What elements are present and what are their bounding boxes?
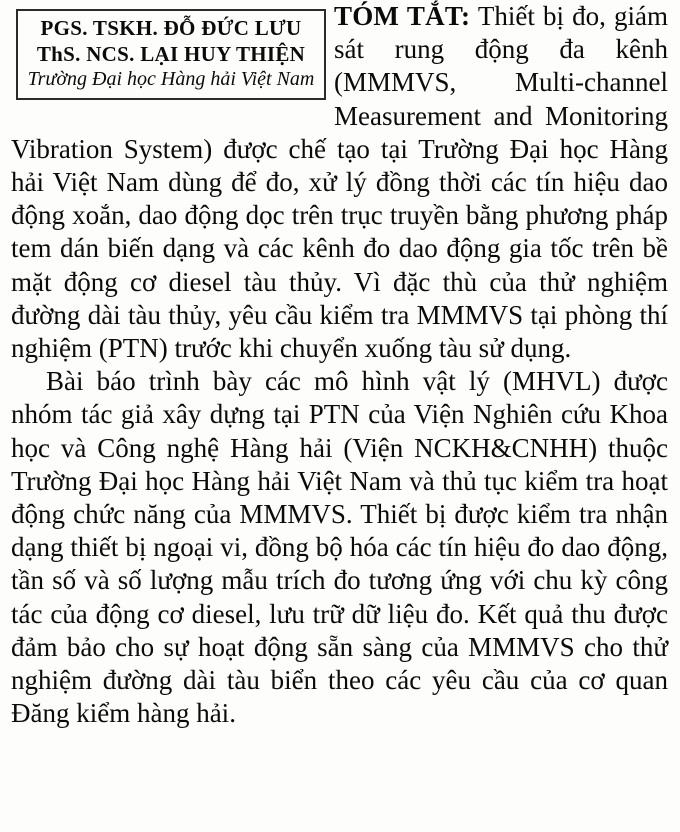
author-affiliation-box (16, 9, 326, 100)
author-name-secondary: ThS. NCS. LẠI HUY THIỆN (36, 41, 306, 66)
abstract-paragraph-2: Bài báo trình bày các mô hình vật lý (MHVL) được nhóm tác giả xây dựng tại PTN của Viện Nghiên cứu Khoa học và Công nghệ Hàng hải (Viện NCKH&CNHH) thuộc Trường Đại học Hàng hải Việt Nam và thủ tục kiểm tra hoạt động chức năng của MMMVS. Thiết bị được kiểm tra nhận dạng thiết bị ngoại vi, đồng bộ hóa các tín hiệu đo dao động, tần số và số lượng mẫu trích đo tương ứng với chu kỳ công tác của động cơ diesel, lưu trữ dữ liệu đo. Kết quả thu được đảm bảo cho sự hoạt động sẵn sàng của MMMVS cho thử nghiệm đường dài tàu biển theo các yêu cầu của cơ quan Đăng kiểm hàng hải. (11, 366, 668, 729)
abstract-label: TÓM TẮT: (334, 1, 471, 31)
author-affiliation: Trường Đại học Hàng hải Việt Nam (27, 67, 315, 90)
abstract-paragraph-1-text: Thiết bị đo, giám sát rung động đa kênh (MMMVS, Multi-channel Measurement and Monitoring Vibration System) được chế tạo tại Trường Đại học Hàng hải Việt Nam dùng để đo, xử lý đồng thời các tín hiệu dao động xoắn, dao động dọc trên trục truyền bằng phương pháp tem dán biến dạng và các kênh đo dao động gia tốc trên bề mặt động cơ diesel tàu thủy. Vì đặc thù của thử nghiệm đường dài tàu thủy, yêu cầu kiểm tra MMMVS tại phòng thí nghiệm (PTN) trước khi chuyển xuống tàu sử dụng. (11, 1, 668, 364)
author-name-primary: PGS. TSKH. ĐỖ ĐỨC LƯU (40, 16, 302, 40)
